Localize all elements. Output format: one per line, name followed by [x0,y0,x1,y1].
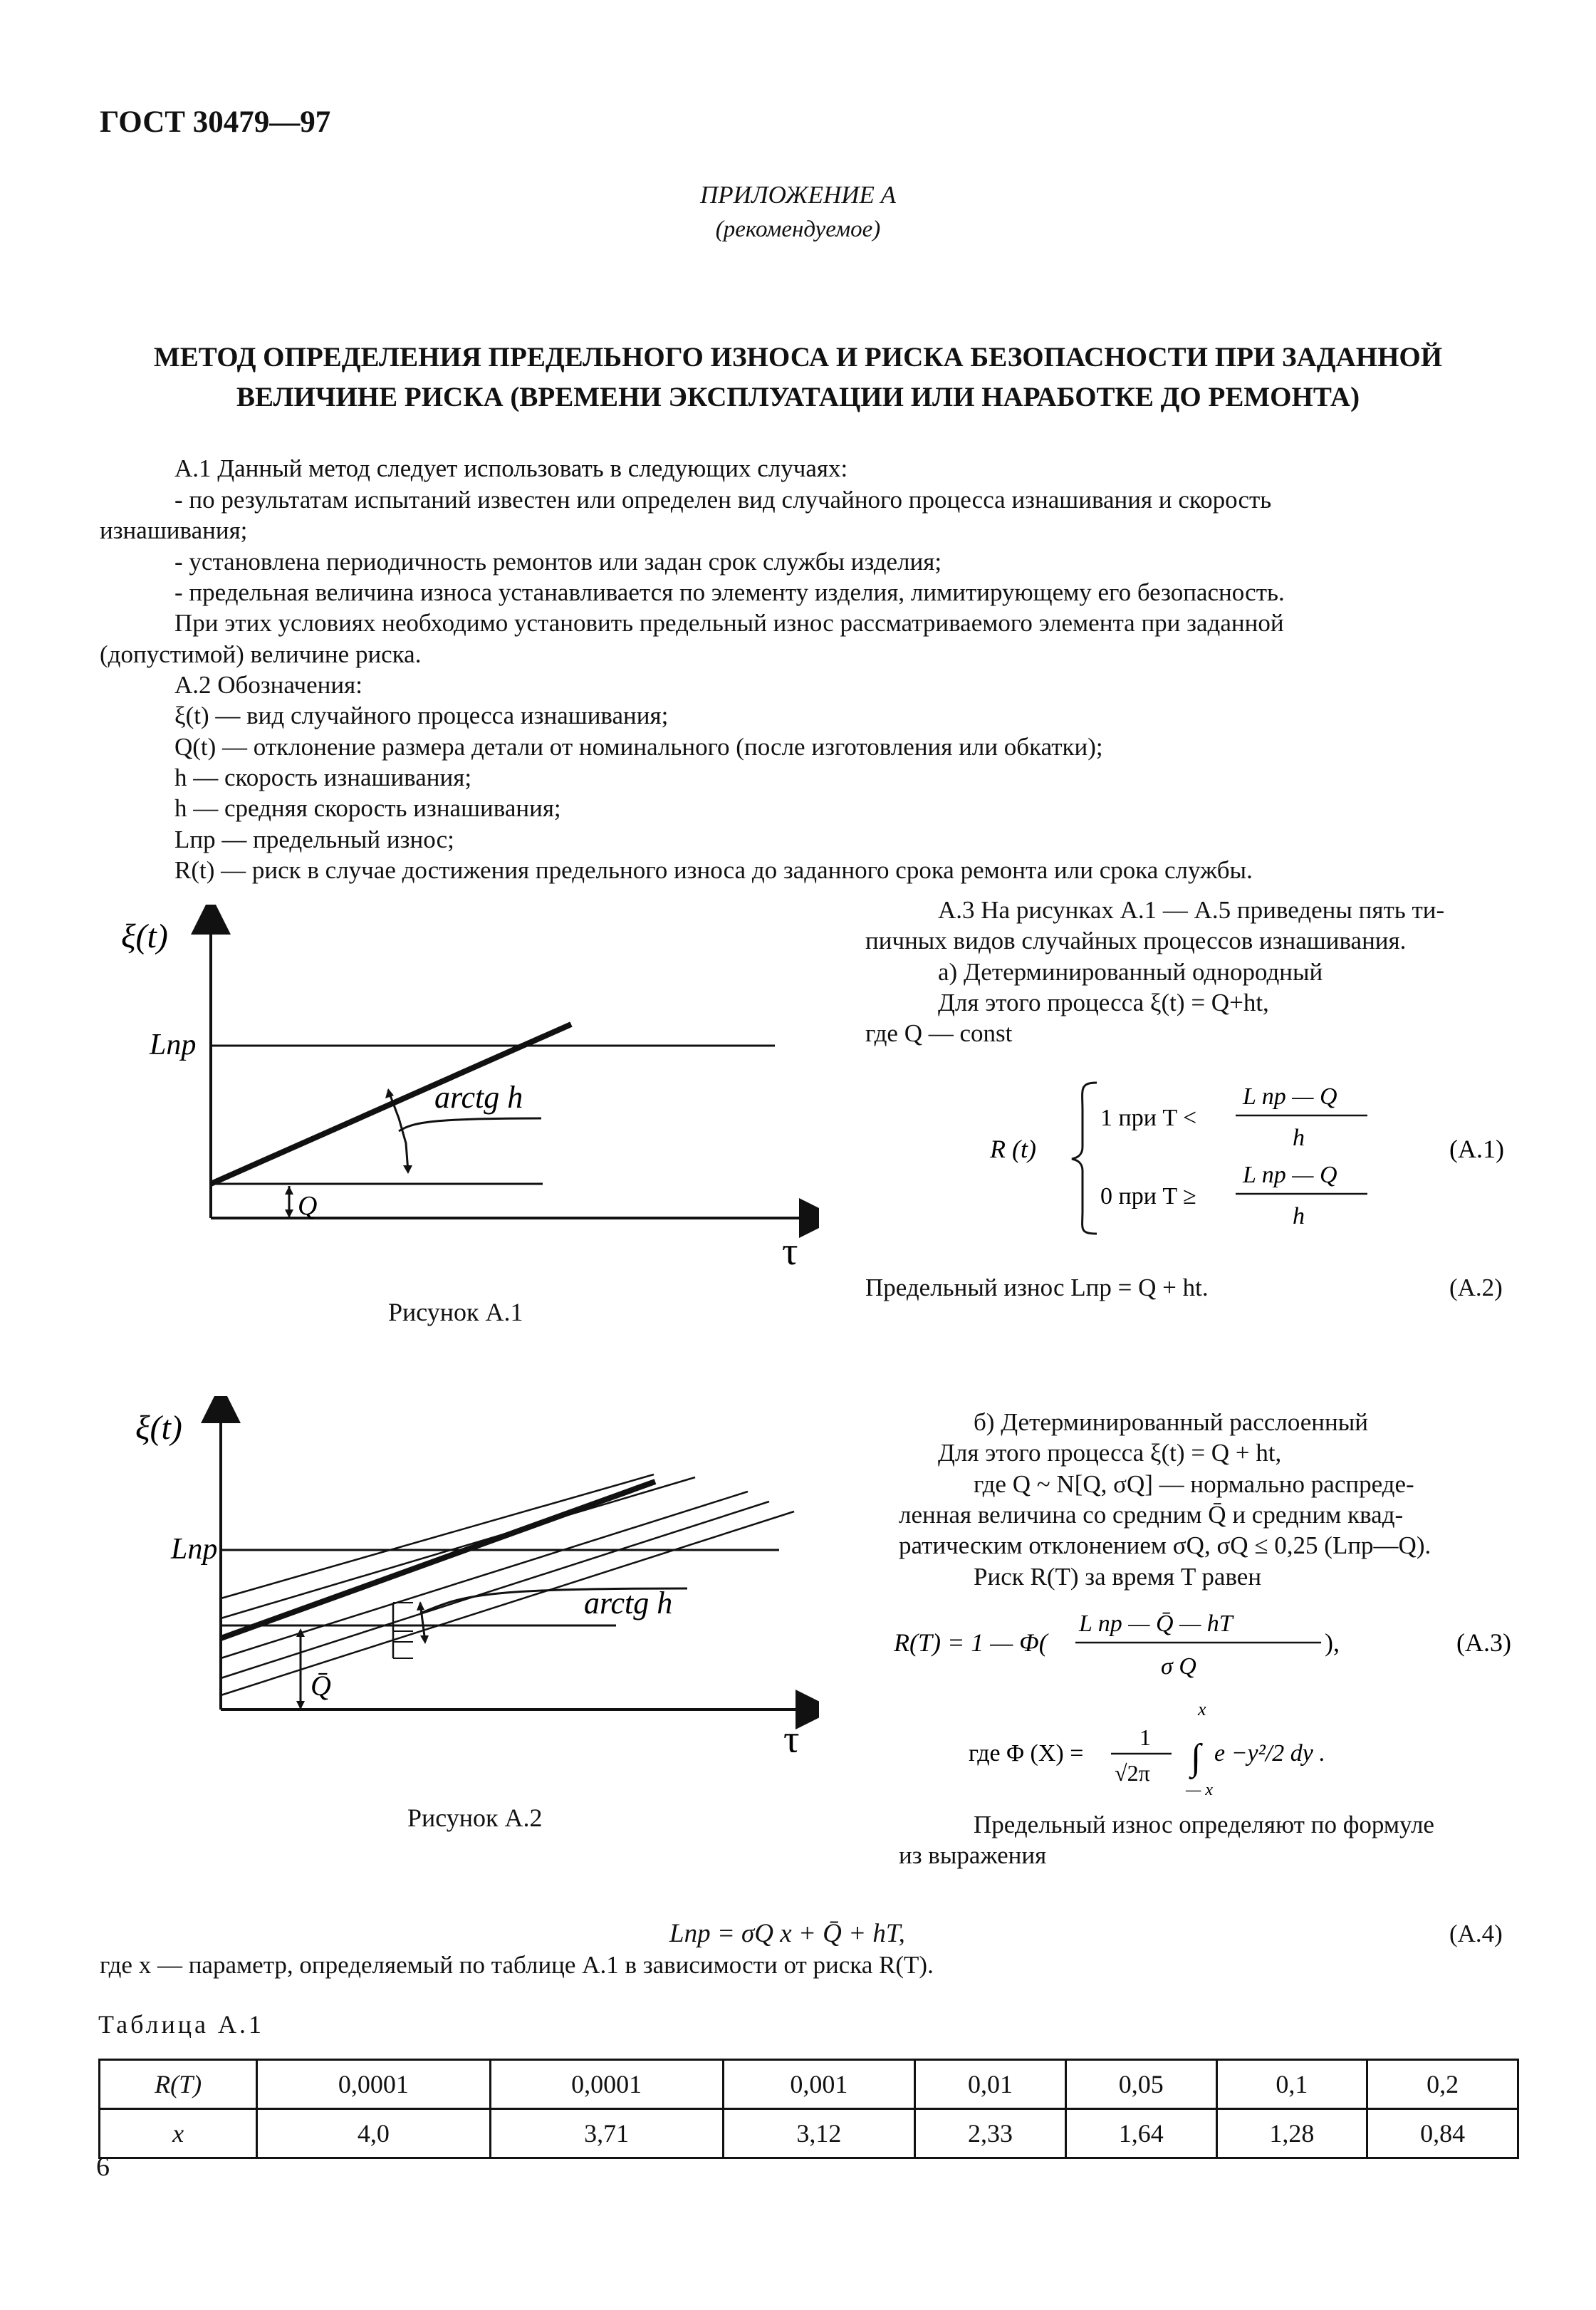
a3-line5: где Q — const [865,1019,1013,1047]
b-line5: ратическим отклонением σQ, σQ ≤ 0,25 (Lпр—Q). [899,1531,1431,1559]
fig2-xlabel: τ [783,1717,800,1752]
appendix-status: (рекомендуемое) [715,217,881,242]
a2-line3: Q(t) — отклонение размера детали от номинального (после изготовления или обкатки); [174,733,1103,761]
fig2-caption: Рисунок А.2 [407,1804,543,1832]
b-line3: где Q ~ N[Q, σQ] — нормально распреде- [974,1470,1414,1498]
formula-a2-text: Предельный износ Lпр = Q + ht. [865,1274,1209,1301]
a3-line3: а) Детерминированный однородный [938,958,1323,986]
table-cell: 1,64 [1065,2109,1216,2158]
doc-title-line2: ВЕЛИЧИНЕ РИСКА (ВРЕМЕНИ ЭКСПЛУАТАЦИИ ИЛИ НАРАБОТКЕ ДО РЕМОНТА) [236,382,1360,412]
figure-a1 [107,905,819,1289]
formula-a3-lhs: R(T) = 1 — Φ( [894,1628,1048,1657]
formula-a1-tag: (А.1) [1449,1135,1504,1163]
formula-phi-den: √2π [1115,1760,1150,1786]
a2-line5: h — средняя скорость изнашивания; [174,794,561,822]
table-cell: 1,28 [1216,2109,1367,2158]
after-line1: где x — параметр, определяемый по таблице А.1 в зависимости от риска R(T). [100,1951,934,1979]
formula-a1-den2: h [1293,1203,1305,1229]
table-cell: 0,0001 [490,2060,723,2109]
formula-phi-integral: ∫ [1191,1737,1201,1778]
fig2-slope-label: arctg h [584,1586,673,1620]
formula-phi [969,1695,1467,1802]
table-cell: 2,33 [915,2109,1066,2158]
table-cell: 0,84 [1367,2109,1518,2158]
table-cell: x [100,2109,257,2158]
fig1-xlabel: τ [782,1229,798,1274]
formula-a4-text: Lпр = σQ x + Q̄ + hT, [669,1919,905,1948]
formula-a1-case1: 1 при T < [1100,1105,1197,1131]
b-line2: Для этого процесса ξ(t) = Q + ht, [938,1439,1282,1467]
table-a1 [98,2059,1519,2159]
formula-a2-tag: (А.2) [1449,1274,1503,1301]
table-cell: R(T) [100,2060,257,2109]
formula-a3-den: σ Q [1161,1653,1196,1680]
a2-line1: А.2 Обозначения: [174,671,363,699]
a1-line2: - по результатам испытаний известен или определен вид случайного процесса изнашивания и скорость [174,486,1272,514]
a3-line4: Для этого процесса ξ(t) = Q+ht, [938,989,1269,1016]
a2-line2: ξ(t) — вид случайного процесса изнашивания; [174,702,669,729]
formula-a1-case2: 0 при T ≥ [1100,1183,1196,1209]
formula-a1-num2: L пр — Q [1243,1162,1337,1188]
a1-line5: - предельная величина износа устанавливается по элементу изделия, лимитирующему его безопасность. [174,578,1285,606]
fig1-slope-label: arctg h [434,1080,523,1115]
b2-line2: из выражения [899,1841,1047,1869]
fig2-q-label: Q̄ [311,1670,331,1702]
table-cell: 0,1 [1216,2060,1367,2109]
doc-title-line1: МЕТОД ОПРЕДЕЛЕНИЯ ПРЕДЕЛЬНОГО ИЗНОСА И РИСКА БЕЗОПАСНОСТИ ПРИ ЗАДАННОЙ [153,342,1443,373]
formula-a4-tag: (А.4) [1449,1920,1503,1947]
formula-a1 [990,1068,1531,1247]
a1-line3: изнашивания; [100,516,248,544]
formula-phi-num: 1 [1139,1724,1151,1750]
table-cell: 0,001 [723,2060,914,2109]
table-cell: 0,05 [1065,2060,1216,2109]
b2-line1: Предельный износ определяют по формуле [974,1811,1434,1838]
a1-line1: А.1 Данный метод следует использовать в следующих случаях: [174,454,848,482]
table-cell: 0,01 [915,2060,1066,2109]
table-cell: 0,2 [1367,2060,1518,2109]
formula-a3 [894,1596,1535,1688]
a1-line7: (допустимой) величине риска. [100,640,422,668]
b-line6: Риск R(T) за время T равен [974,1563,1262,1591]
a1-line6: При этих условиях необходимо установить предельный износ рассматриваемого элемента при заданной [174,609,1284,637]
fig1-q-label: Q [298,1191,318,1221]
formula-phi-upper: x [1198,1699,1206,1720]
a1-line4: - установлена периодичность ремонтов или задан срок службы изделия; [174,548,942,576]
formula-phi-lower: — x [1186,1781,1213,1799]
formula-a1-den1: h [1293,1125,1305,1151]
formula-a3-num: L пр — Q̄ — hT [1079,1611,1233,1637]
table-cell: 3,12 [723,2109,914,2158]
b-line1: б) Детерминированный расслоенный [974,1408,1368,1436]
fig1-ylabel: ξ(t) [121,917,168,955]
fig2-ylabel: ξ(t) [135,1409,182,1447]
table-cell: 4,0 [257,2109,490,2158]
fig2-lpr: Lпр [171,1533,218,1566]
formula-a3-rhs: ), [1325,1628,1340,1657]
table-row [100,2109,1518,2158]
a2-line7: R(t) — риск в случае достижения предельного износа до заданного срока ремонта или срока службы. [174,856,1253,884]
formula-phi-integrand: e −y²/2 dy . [1214,1740,1325,1767]
table-cell: 0,0001 [257,2060,490,2109]
a2-line6: Lпр — предельный износ; [174,826,454,853]
fig1-caption: Рисунок А.1 [388,1298,523,1326]
formula-phi-lhs: где Φ (X) = [969,1740,1084,1767]
formula-a1-lhs: R (t) [990,1135,1036,1163]
appendix-title: ПРИЛОЖЕНИЕ А [699,181,897,209]
a3-line2: пичных видов случайных процессов изнашивания. [865,927,1407,954]
a3-line1: А.3 На рисунках А.1 — А.5 приведены пять ти- [938,896,1445,924]
a2-line4: h — скорость изнашивания; [174,764,472,791]
b-line4: ленная величина со средним Q̄ и средним квад- [899,1501,1404,1529]
figure-a2 [107,1396,819,1752]
table-caption: Таблица А.1 [98,2010,264,2039]
formula-a1-num1: L пр — Q [1243,1083,1337,1110]
formula-a3-tag: (А.3) [1456,1628,1511,1657]
standard-header: ГОСТ 30479—97 [100,105,331,139]
fig1-lpr: Lпр [150,1029,197,1061]
table-row [100,2060,1518,2109]
table-cell: 3,71 [490,2109,723,2158]
page-number: 6 [96,2152,110,2182]
